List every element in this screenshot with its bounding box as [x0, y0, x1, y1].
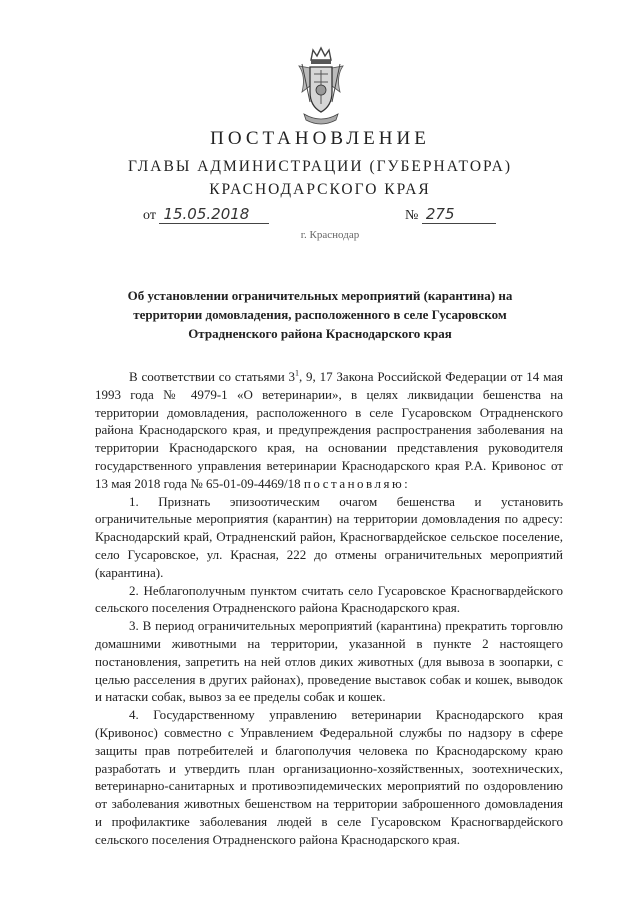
resolution-word: постановляю:	[303, 475, 411, 491]
clause-2: 2. Неблагополучным пунктом считать село Гусаровское Красногвардейского сельского поселения Отрадненского района Краснодарского края.	[95, 582, 563, 616]
preamble-text-b: , 9, 17 Закона Российской Федерации от 14 мая 1993 года № 4979-1 «О ветеринарии», в целях ликвидации бешенства на территории домовладения, расположенного в селе Гусаровском Отрадненского района Краснодарского края, и предупреждения распространения заболевания на территории Краснодарского края, на основании представления руководителя государственного управления ветеринарии Краснодарского края Р.А. Кривонос от 13 мая 2018 года № 65-01-09-4469/18	[95, 369, 563, 491]
clause-1: 1. Признать эпизоотическим очагом бешенства и установить ограничительные мероприятия (карантин) на территории домовладения по адресу: Краснодарский край, Отрадненский район, Красногвардейское сельское поселение, село Гусаровское, ул. Красная, 222 до отмены ограничительных мероприятий (карантина).	[95, 493, 563, 580]
document-body	[95, 368, 563, 849]
date-field	[143, 206, 269, 224]
number-field	[405, 206, 496, 224]
date-prefix: от	[143, 208, 156, 223]
preamble-text-a: В соответствии со статьями 3	[129, 369, 295, 384]
handwritten-date: 15.05.2018	[159, 206, 269, 224]
preamble-paragraph	[95, 368, 563, 493]
preamble-superscript: 1	[294, 368, 299, 378]
issuer-line-1: ГЛАВЫ АДМИНИСТРАЦИИ (ГУБЕРНАТОРА)	[127, 158, 512, 175]
clause-4: 4. Государственному управлению ветеринарии Краснодарского края (Кривонос) совместно с Управлением Федеральной службы по надзору в сфере защиты прав потребителей и благополучия человека по Краснодарскому краю разработать и утвердить план организационно-хозяйственных, зоотехнических, ветеринарно-санитарных и противоэпидемических мероприятий по оздоровлению от заболевания животных бешенством на территории заброшенного домовладения и профилактике заболевания людей в селе Гусаровском Красногвардейского сельского поселения Отрадненского района Краснодарского края.	[95, 707, 563, 847]
number-prefix: №	[405, 208, 419, 223]
coat-of-arms-icon	[296, 46, 346, 128]
city-label: г. Краснодар	[300, 229, 360, 241]
document-title: ПОСТАНОВЛЕНИЕ	[210, 128, 430, 149]
issuer-line-2: КРАСНОДАРСКОГО КРАЯ	[209, 181, 431, 198]
clause-3: 3. В период ограничительных мероприятий (карантина) прекратить торговлю домашними животными на территории, указанной в пункте 2 настоящего постановления, запретить на ней отлов диких животных (для вывоза в зоопарки, с целью расселения в других районах), проведение выставок собак и кошек, выводок и натаски собак, вывоз за ее пределы собак и кошек.	[95, 618, 563, 705]
handwritten-number: 275	[422, 206, 496, 224]
document-subject: Об установлении ограничительных мероприятий (карантина) на территории домовладения, расположенного в селе Гусаровском Отрадненского района Краснодарского края	[127, 288, 513, 341]
